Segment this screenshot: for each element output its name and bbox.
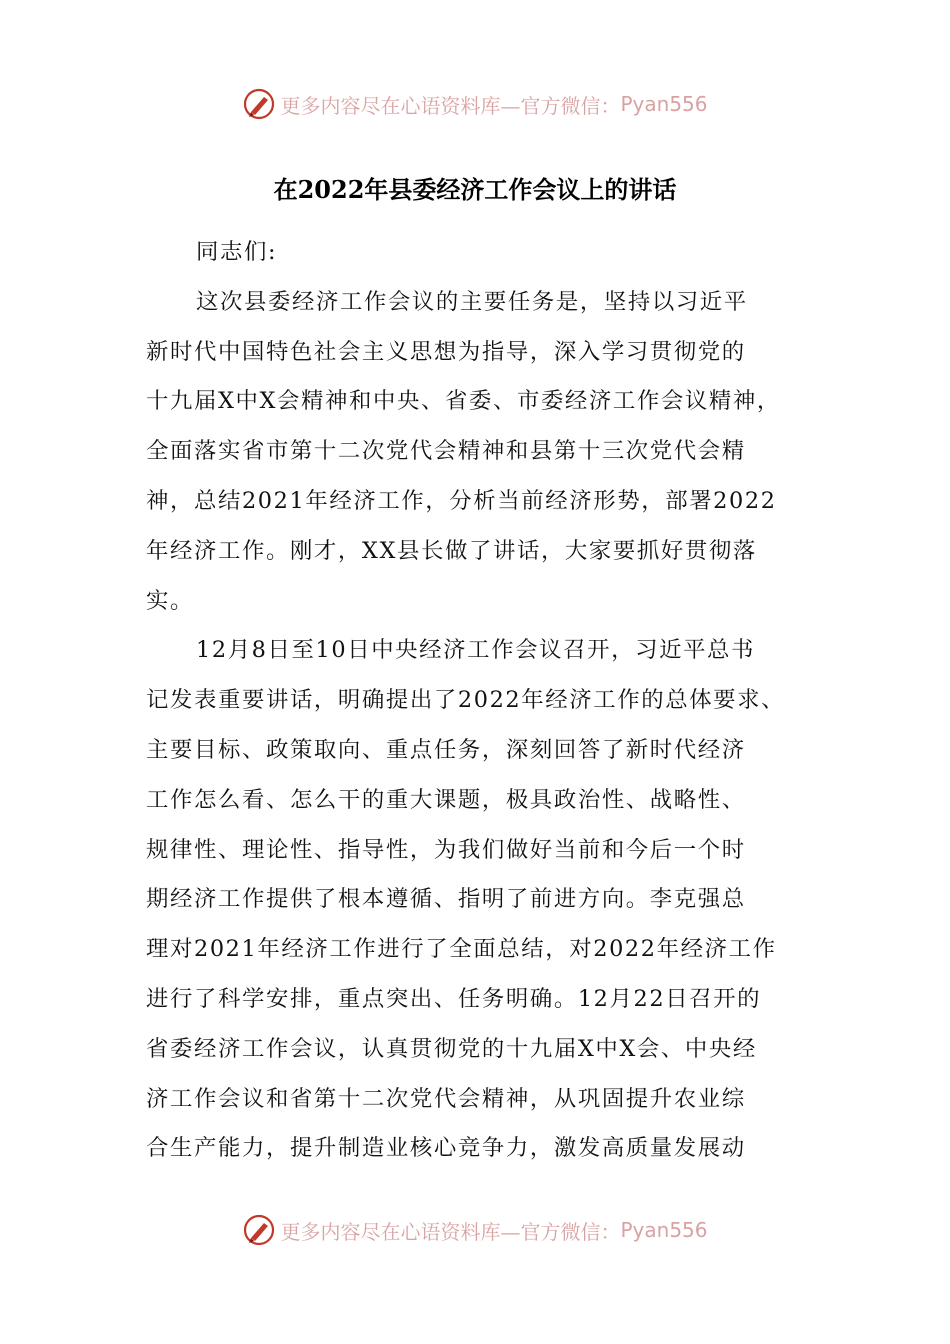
text-line: 规律性、理论性、指导性，为我们做好当前和今后一个时 [146,836,746,863]
watermark-text: 更多内容尽在心语资料库—官方微信： [280,1219,621,1244]
text-line: 期经济工作提供了根本遵循、指明了前进方向。李克强总 [146,886,746,913]
text-line: 实。 [146,587,194,614]
text-line: 新时代中国特色社会主义思想为指导，深入学习贯彻党的 [146,338,746,365]
text-line: 济工作会议和省第十二次党代会精神，从巩固提升农业综 [146,1085,746,1112]
text-line: 神，总结2021年经济工作，分析当前经济形势，部署2022 [146,487,777,514]
watermark-footer [0,1208,950,1252]
text-line: 十九届X中X会精神和中央、省委、市委经济工作会议精神， [146,388,781,415]
text-line: 12月8日至10日中央经济工作会议召开，习近平总书 [196,637,756,664]
watermark-header [0,82,950,126]
watermark-text: 更多内容尽在心语资料库—官方微信： [280,93,621,118]
text-line: 理对2021年经济工作进行了全面总结，对2022年经济工作 [146,936,777,963]
text-line: 这次县委经济工作会议的主要任务是，坚持以习近平 [196,288,748,315]
text-line: 工作怎么看、怎么干的重大课题，极具政治性、战略性、 [146,786,746,813]
watermark-handle: Pyan556 [620,1218,708,1242]
text-line: 同志们: [196,239,278,265]
text-line: 主要目标、政策取向、重点任务，深刻回答了新时代经济 [146,736,746,763]
text-line: 全面落实省市第十二次党代会精神和县第十三次党代会精 [146,438,746,465]
text-line: 省委经济工作会议，认真贯彻党的十九届X中X会、中央经 [146,1035,757,1062]
text-line: 进行了科学安排，重点突出、任务明确。12月22日召开的 [146,985,762,1012]
speech-body [146,228,814,1174]
document-title: 在2022年县委经济工作会议上的讲话 [273,175,677,204]
pen-logo-icon [242,1213,276,1247]
pen-logo-icon [242,87,276,121]
text-line: 合生产能力，提升制造业核心竞争力，激发高质量发展动 [146,1135,746,1162]
text-line: 记发表重要讲话，明确提出了2022年经济工作的总体要求、 [146,687,786,714]
text-line: 年经济工作。刚才，XX县长做了讲话，大家要抓好贯彻落 [146,537,757,564]
watermark-handle: Pyan556 [620,92,708,116]
